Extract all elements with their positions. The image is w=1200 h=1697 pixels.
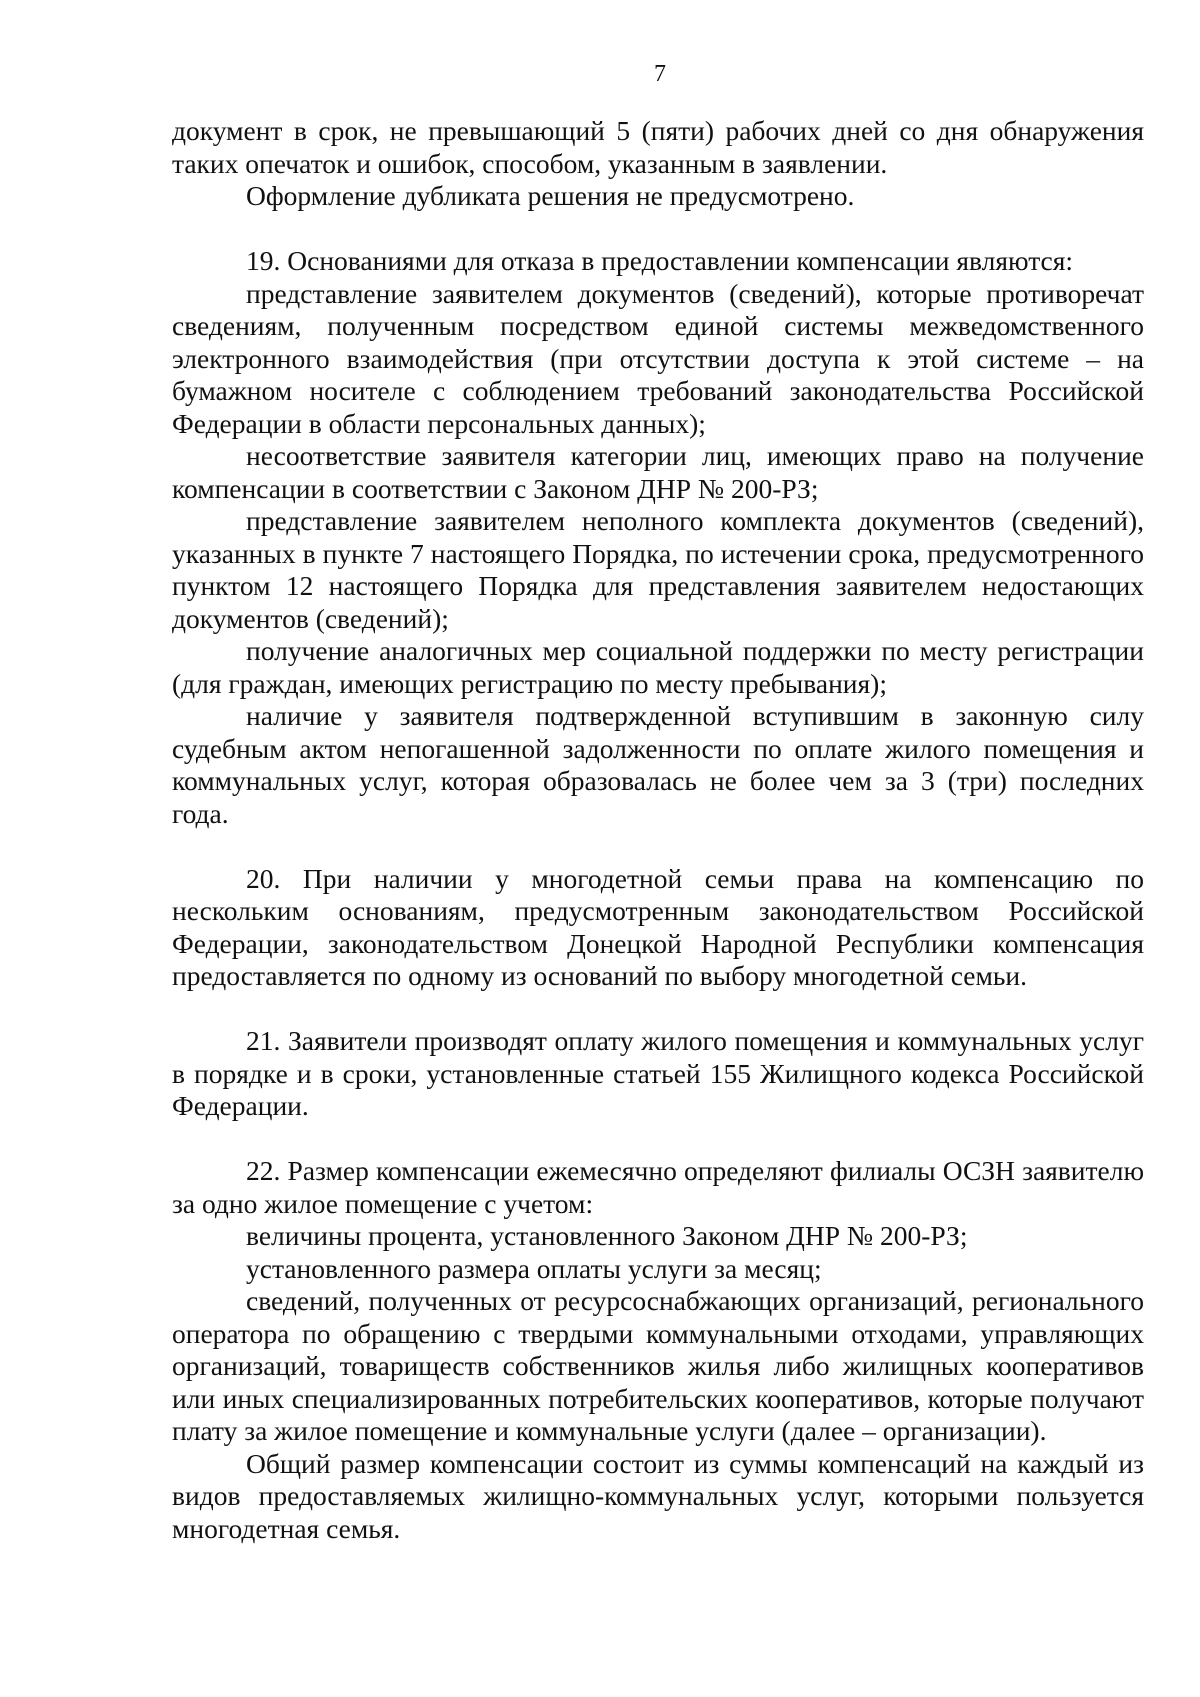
paragraph-22-item-1: величины процента, установленного Законом ДНР № 200-РЗ; [246, 1220, 968, 1251]
paragraph-19-item-3: представление заявителем неполного комплекта документов (сведений), указанных в пункте 7 настоящего Порядка, по истечении срока, предусмотренного пунктом 12 настоящего Порядка для представления заявителем недостающих документов (сведений); [172, 505, 1144, 634]
paragraph-21: 21. Заявители производят оплату жилого помещения и коммунальных услуг в порядке и в сроки, установленные статьей 155 Жилищного кодекса Российской Федерации. [172, 1025, 1144, 1121]
paragraph-19-heading: 19. Основаниями для отказа в предоставлении компенсации являются: [246, 245, 1074, 276]
paragraph-gap [172, 993, 1144, 1026]
paragraph-duplicate-note: Оформление дубликата решения не предусмотрено. [246, 180, 855, 211]
paragraph-22-total: Общий размер компенсации состоит из суммы компенсаций на каждый из видов предоставляемых жилищно-коммунальных услуг, которыми пользуется многодетная семья. [172, 1447, 1144, 1544]
paragraph-gap [172, 830, 1144, 863]
paragraph-22-item-2: установленного размера оплаты услуги за месяц; [246, 1252, 822, 1284]
paragraph-22-heading: 22. Размер компенсации ежемесячно определяют филиалы ОСЗН заявителю за одно жилое помещение с учетом: [172, 1155, 1144, 1219]
paragraph-19-item-2: несоответствие заявителя категории лиц, имеющих право на получение компенсации в соответствии с Законом ДНР № 200-РЗ; [172, 440, 1144, 504]
paragraph-19-item-5: наличие у заявителя подтвержденной вступившим в законную силу судебным актом непогашенной задолженности по оплате жилого помещения и коммунальных услуг, которая образовалась не более чем за 3 (три) последних года. [172, 700, 1144, 829]
paragraph-gap [172, 213, 1144, 246]
paragraph-continuation: документ в срок, не превышающий 5 (пяти) рабочих дней со дня обнаружения таких опечаток и ошибок, способом, указанным в заявлении. [172, 115, 1144, 179]
paragraph-20: 20. При наличии у многодетной семьи права на компенсацию по нескольким основаниям, предусмотренным законодательством Российской Федерации, законодательством Донецкой Народной Республики компенсация предоставляется по одному из оснований по выбору многодетной семьи. [172, 862, 1144, 991]
document-body [172, 115, 1144, 1545]
paragraph-22-item-3: сведений, полученных от ресурсоснабжающих организаций, регионального оператора по обращению с твердыми коммунальными отходами, управляющих организаций, товариществ собственников жилья либо жилищных кооперативов или иных специализированных потребительских кооперативов, которые получают плату за жилое помещение и коммунальные услуги (далее – организации). [172, 1285, 1144, 1446]
paragraph-19-item-1: представление заявителем документов (сведений), которые противоречат сведениям, полученным посредством единой системы межведомственного электронного взаимодействия (при отсутствии доступа к этой системе – на бумажном носителе с соблюдением требований законодательства Российской Федерации в области персональных данных); [172, 277, 1144, 439]
paragraph-gap [172, 1123, 1144, 1156]
page-number: 7 [654, 61, 666, 87]
paragraph-19-item-4: получение аналогичных мер социальной поддержки по месту регистрации (для граждан, имеющих регистрацию по месту пребывания); [172, 635, 1144, 699]
